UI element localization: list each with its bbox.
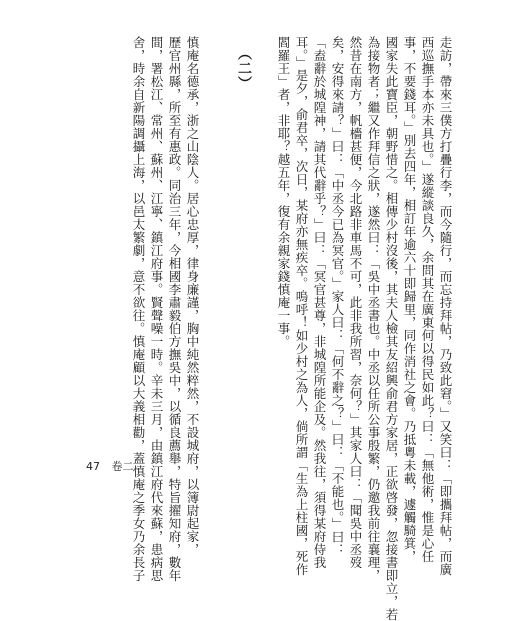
- text-column: 國家失此寶臣，朝野惜之。相傳少村沒後，其夫人檢其友紹興俞君方家居，正欲啓發，忽接書即立，若: [384, 36, 399, 621]
- text-column: 「盍辭於城隍神，請其代辭乎？」曰：「冥官甚尊，非城隍所能企及。然我往，須得某府侍我: [312, 36, 327, 569]
- text-column: 間，署松江、常州、蘇州、江寧、鎮江府事。賢聲噪一時。辛未三月，由鎮江府代來蘇，患病思: [149, 36, 164, 582]
- text-column: 為接物者；繼又作拜信之狀，遂然曰：「吳中丞書也。中丞以任所公事殷繁，仍邀我前往襄理，: [366, 36, 381, 582]
- volume-label: 卷二: [111, 460, 134, 473]
- page-footer: [86, 458, 142, 474]
- text-column: 慎庵名德承，浙之山陰人。居心忠厚，律身廉謹，胸中純然粹然，不設城府，以簿尉起家，: [185, 36, 200, 556]
- text-column: 走訪，帶來三僕方打疊行李，而今隨行，而忘持拜帖，乃致此窘。」又笑曰：「即攜拜帖，而廣: [438, 36, 453, 576]
- text-column: 歷官州縣，所至有惠政。同治三年，今相國李肅毅伯方撫吳中，以循良薦舉，特旨擢知府，數年: [167, 36, 182, 582]
- text-column: 然昔在南方，帆檣甚便，今北路非車馬不可，此非我所習，奈何？」其家人曰：「聞吳中丞歿: [348, 36, 363, 569]
- text-column: 西巡撫手本亦未具也。」遂縱談良久，余問其在廣東何以得民如此？曰：「無他術，惟是心任: [420, 36, 435, 563]
- text-column: 耳。」是夕，俞君卒，次日，某府亦無疾卒。嗚呼！如少村之為人，倘所謂「生為上柱國，死作: [294, 36, 309, 576]
- text-column: 事，不要錢耳。」別去四年，相訂年逾六十即歸里，同作消社之會。乃抵粵未載，遽觸騎箕，: [402, 36, 417, 563]
- text-column: 舍，時余自新陽調攝上海，以邑太繁劇，意不欲往。慎庵顧以大義相勸，蓋慎庵之季女乃余長子: [131, 36, 146, 582]
- text-column: 矣，安得來請？」曰：「中丞今已為冥官。」家人曰：「何不辭之？」曰：「不能也。」曰：: [330, 36, 345, 557]
- section-heading: （二）: [236, 46, 252, 91]
- text-column: 閻羅王」者，非耶？越五年，復有余親家錢慎庵一事。: [276, 36, 291, 348]
- page-number: 47: [86, 460, 100, 473]
